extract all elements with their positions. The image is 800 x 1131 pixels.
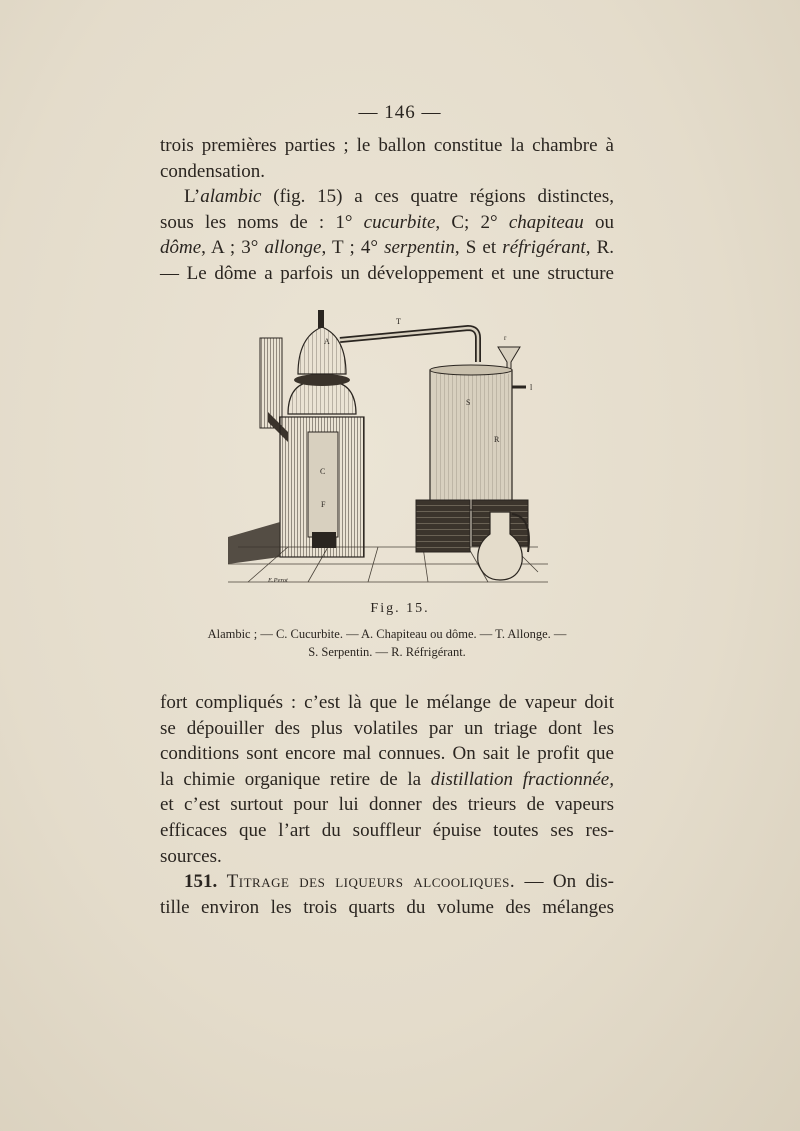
section-title: Titrage des liqueurs alcooliques.: [226, 871, 516, 893]
label-T: T: [396, 317, 401, 326]
chimney-pipe: [260, 338, 282, 428]
caption-line: Alambic ; — C. Cucurbite. — A. Chapiteau ou dôme. — T. Allonge. —: [207, 627, 567, 641]
label-A: A: [324, 337, 330, 346]
brick-stand: [416, 500, 470, 552]
text-line: la chimie organique retire de la distillation fractionnée,: [160, 768, 614, 790]
section-heading-line: 151. Titrage des liqueurs alcooliques. — On dis-: [184, 871, 615, 893]
section-number: 151.: [184, 871, 218, 893]
text-line: se dépouiller des plus volatiles par un triage dont les: [160, 717, 614, 739]
text-line: fort compliqués : c’est là que le mélange de vapeur doit: [160, 692, 614, 713]
engraver-signature: E.Perot: [268, 577, 288, 584]
label-l: l: [530, 383, 533, 392]
text-line: condensation.: [160, 160, 266, 182]
alembic-illustration: [228, 302, 548, 592]
figure-caption: [160, 625, 614, 661]
text-line: sous les noms de : 1° cucurbite, C; 2° chapiteau ou: [160, 211, 614, 233]
label-r: r: [504, 334, 507, 342]
text-line: L’alambic (fig. 15) a ces quatre régions distinctes,: [184, 186, 614, 208]
svg-text:F: F: [321, 500, 326, 509]
top-paragraphs: [160, 133, 614, 287]
caption-line: S. Serpentin. — R. Réfrigérant.: [308, 645, 466, 659]
text-line: sources.: [160, 845, 222, 867]
bottom-paragraphs: [160, 690, 614, 920]
text-line: dôme, A ; 3° allonge, T ; 4° serpentin, S et réfrigérant, R.: [160, 237, 615, 259]
text-line: efficaces que l’art du souffleur épuise toutes ses res-: [160, 819, 614, 841]
text-line: et c’est surtout pour lui donner des trieurs de vapeurs: [160, 794, 614, 816]
text-line: tille environ les trois quarts du volume des mélanges: [160, 896, 614, 918]
figure-label: Fig. 15.: [370, 601, 430, 616]
label-R: R: [494, 435, 500, 444]
text-line: conditions sont encore mal connues. On sait le profit que: [160, 743, 614, 765]
label-C: C: [320, 467, 326, 476]
text-line: trois premières parties ; le ballon constitue la chambre à: [160, 135, 614, 156]
label-S: S: [466, 398, 471, 407]
chapiteau-dome: [288, 382, 356, 414]
text-line: — Le dôme a parfois un développement et une structure: [160, 262, 614, 284]
page-number: — 146 —: [358, 102, 442, 123]
